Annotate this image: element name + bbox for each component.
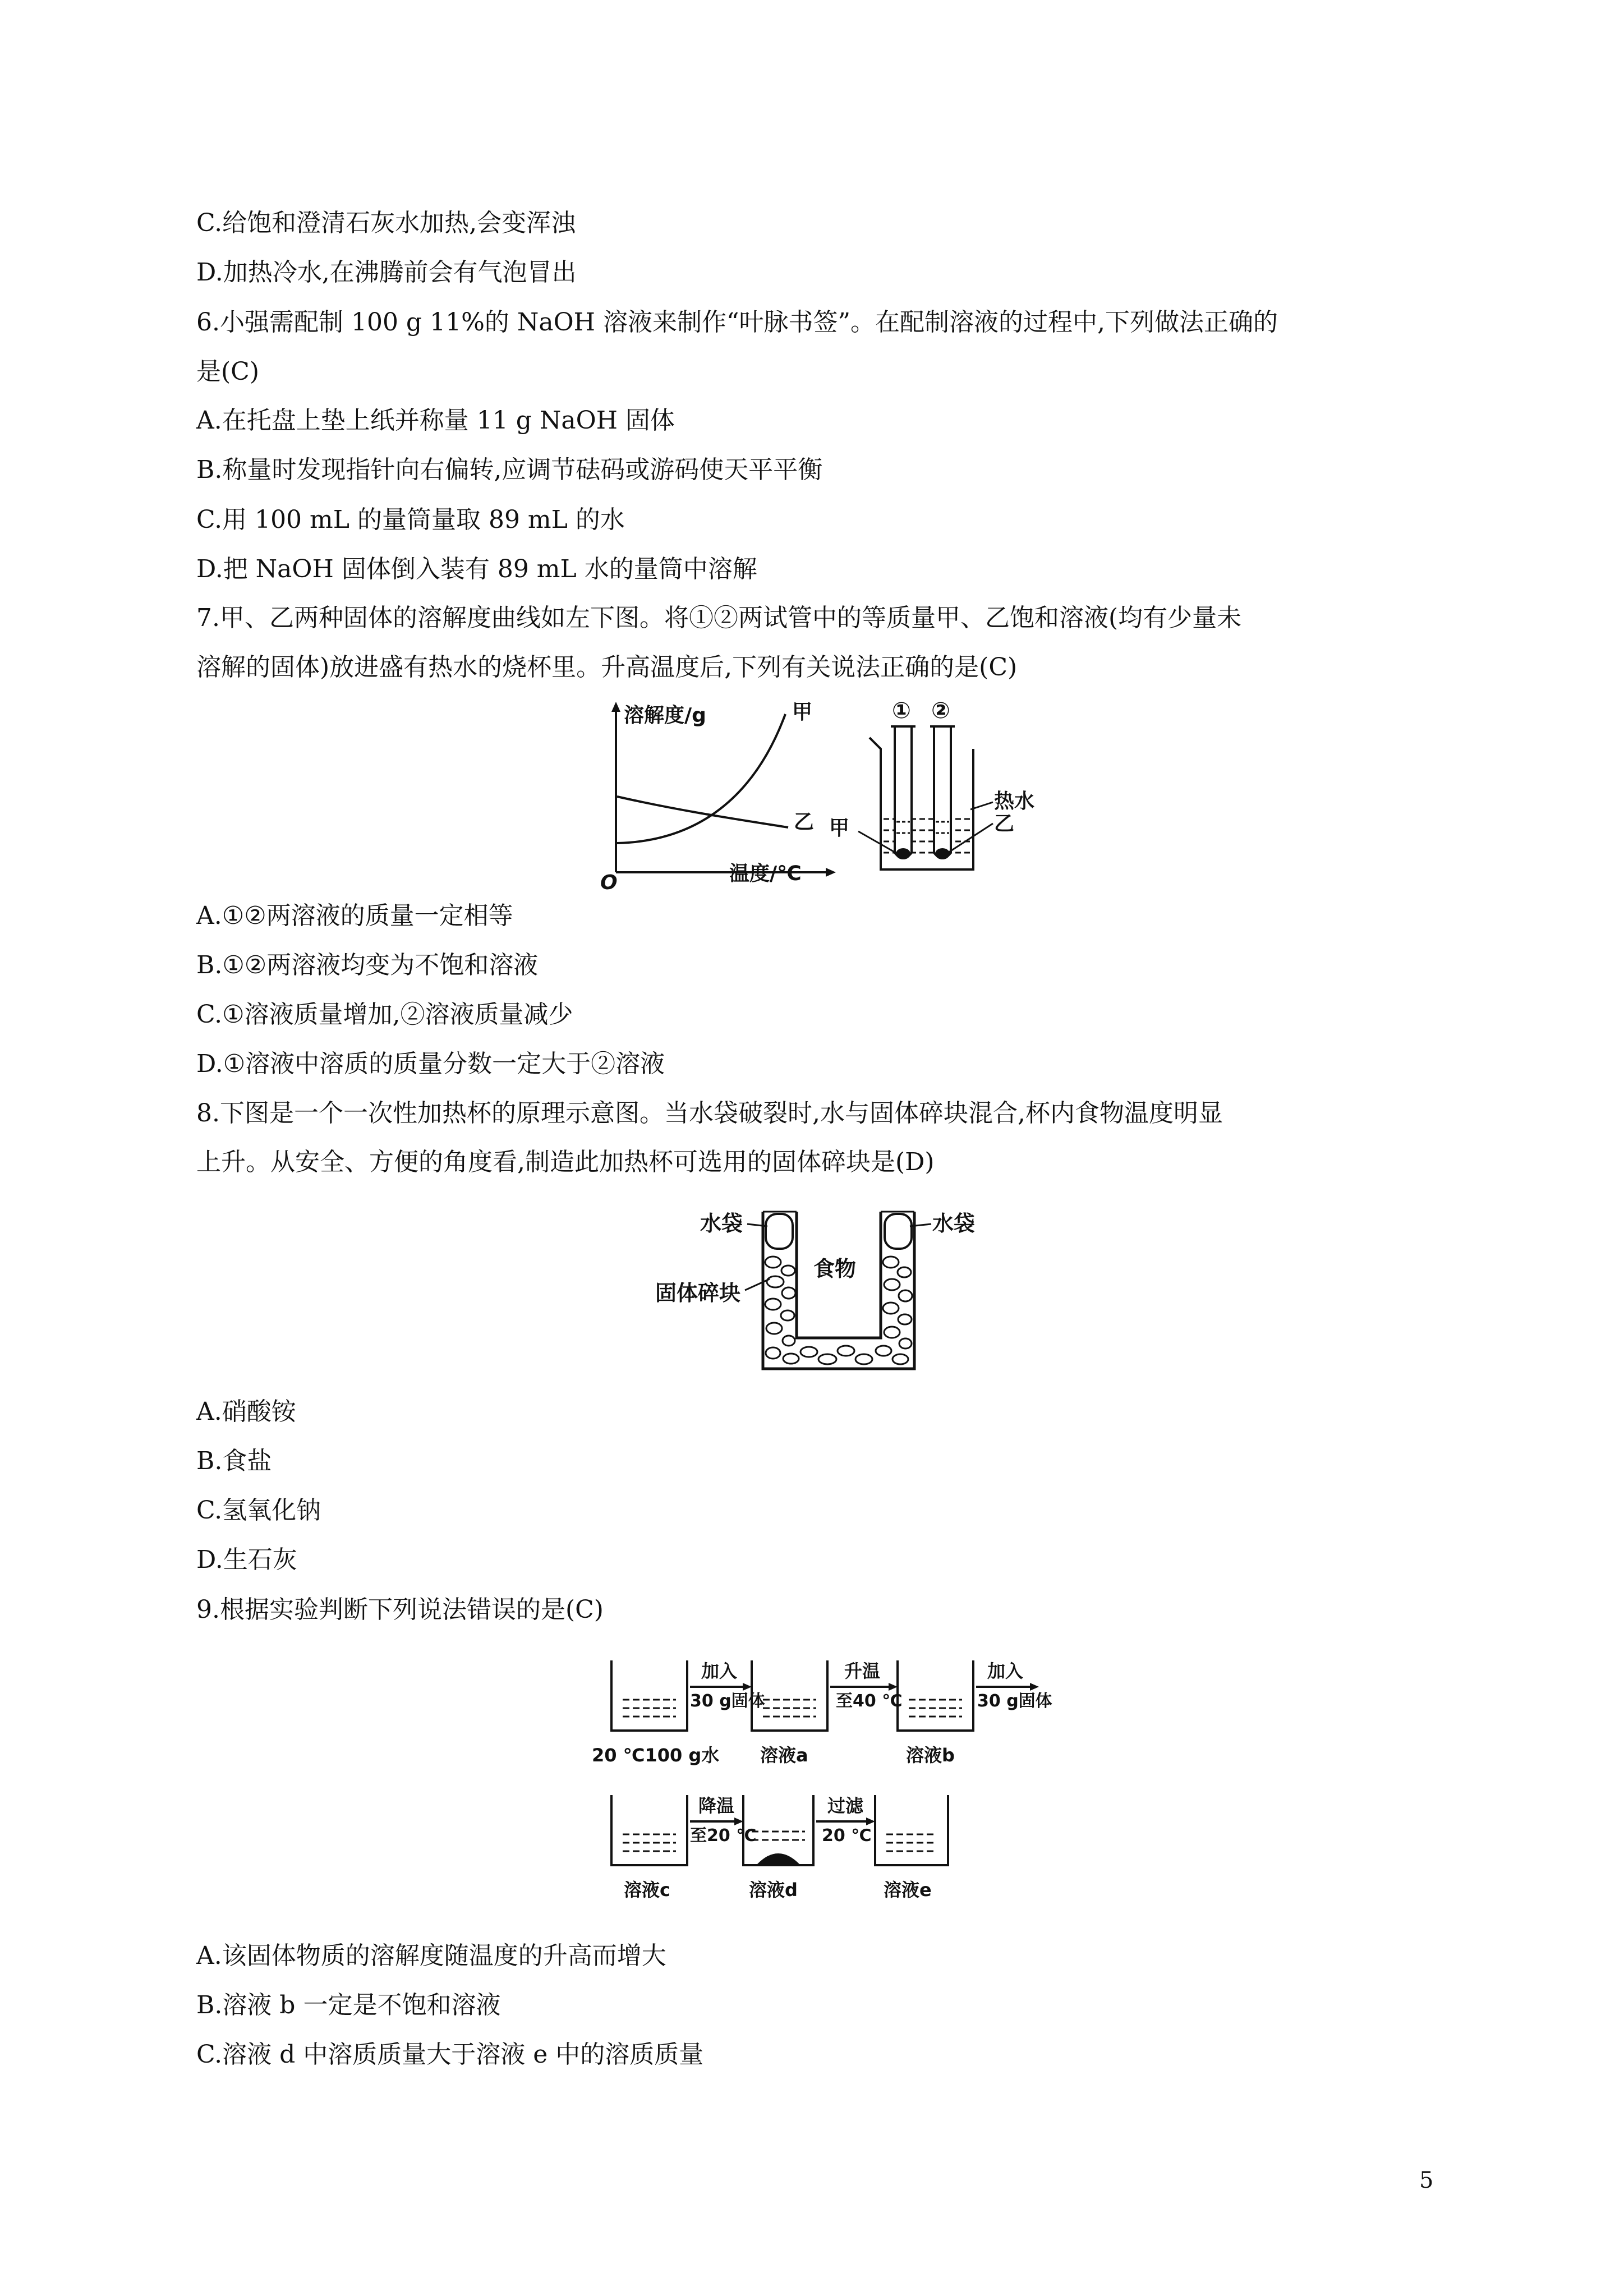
beaker3-label: 溶液b [906,1745,955,1766]
curve-jia-label: 甲 [792,701,813,724]
arrow4-bottom-label: 至20 ℃ [690,1826,757,1846]
q8-option-a: A.硝酸铵 [196,1397,296,1426]
arrow2-bottom-label: 至40 ℃ [836,1691,903,1711]
y-axis-label: 溶解度/g [624,704,706,727]
arrow3-top-label: 加入 [987,1660,1024,1682]
arrow2-top-label: 升温 [844,1660,881,1682]
q8-stem-line2: 上升。从安全、方便的角度看,制造此加热杯可选用的固体碎块是(D) [196,1148,935,1176]
q7-option-c: C.①溶液质量增加,②溶液质量减少 [196,1000,573,1029]
q9-option-a: A.该固体物质的溶解度随温度的升高而增大 [196,1941,666,1970]
q6-stem-line1: 6.小强需配制 100 g 11%的 NaOH 溶液来制作“叶脉书签”。在配制溶液的过程中,下列做法正确的 [196,308,1278,337]
arrow1-bottom-label: 30 g固体 [690,1691,765,1711]
q7-option-d: D.①溶液中溶质的质量分数一定大于②溶液 [196,1050,665,1078]
q6-option-d: D.把 NaOH 固体倒入装有 89 mL 水的量筒中溶解 [196,555,757,583]
q7-stem-line1: 7.甲、乙两种固体的溶解度曲线如左下图。将①②两试管中的等质量甲、乙饱和溶液(均有少量未 [196,604,1242,632]
q9-option-c: C.溶液 d 中溶质质量大于溶液 e 中的溶质质量 [196,2040,704,2069]
water-bag-right-label: 水袋 [932,1211,976,1236]
water-bag-left-label: 水袋 [700,1211,743,1236]
q6-stem-line2: 是(C) [196,357,259,386]
hot-water-label: 热水 [994,790,1035,813]
q9-option-b: B.溶液 b 一定是不饱和溶液 [196,1991,501,2019]
q8-option-d: D.生石灰 [196,1545,297,1574]
page-number: 5 [1419,2168,1434,2193]
arrow1-top-label: 加入 [701,1660,738,1682]
beaker5-label: 溶液d [749,1879,798,1901]
q9-figure-row2 [589,1787,982,1907]
q5-option-d: D.加热冷水,在沸腾前会有气泡冒出 [196,258,577,287]
beaker2-label: 溶液a [760,1745,808,1766]
q9-figure-row1 [589,1652,1094,1773]
solid-jia-label: 甲 [829,817,850,840]
beaker1-label: 20 ℃100 g水 [592,1745,720,1766]
arrow5-bottom-label: 20 ℃ [822,1826,872,1846]
tube1-label: ① [892,698,911,724]
q6-option-a: A.在托盘上垫上纸并称量 11 g NaOH 固体 [196,406,675,435]
arrow5-top-label: 过滤 [827,1795,864,1816]
x-axis-label: 温度/℃ [729,862,802,885]
q8-stem-line1: 8.下图是一个一次性加热杯的原理示意图。当水袋破裂时,水与固体碎块混合,杯内食物温度明显 [196,1099,1223,1128]
solid-pieces-label: 固体碎块 [655,1281,741,1305]
x-axis-label-box [724,855,825,889]
curve-yi-label: 乙 [794,811,815,834]
heating-cup-figure [645,1200,1049,1380]
q6-option-c: C.用 100 mL 的量筒量取 89 mL 的水 [196,505,625,534]
arrow4-top-label: 降温 [698,1795,735,1816]
origin-label: O [600,871,618,892]
q7-stem-line2: 溶解的固体)放进盛有热水的烧杯里。升高温度后,下列有关说法正确的是(C) [196,653,1018,682]
food-label: 食物 [813,1257,857,1281]
q5-option-c: C.给饱和澄清石灰水加热,会变浑浊 [196,209,576,237]
q7-option-b: B.①②两溶液均变为不饱和溶液 [196,951,539,979]
q8-option-b: B.食盐 [196,1447,272,1475]
q9-stem: 9.根据实验判断下列说法错误的是(C) [196,1595,604,1624]
beaker6-label: 溶液e [884,1879,932,1901]
arrow3-bottom-label: 30 g固体 [977,1691,1052,1711]
q7-option-a: A.①②两溶液的质量一定相等 [196,901,513,930]
solid-yi-label: 乙 [994,812,1015,835]
beaker4-label: 溶液c [624,1879,670,1901]
tube2-label: ② [931,698,950,724]
test-tubes-figure [825,696,1071,881]
q8-option-c: C.氢氧化钠 [196,1496,321,1525]
q6-option-b: B.称量时发现指针向右偏转,应调节砝码或游码使天平平衡 [196,455,823,484]
